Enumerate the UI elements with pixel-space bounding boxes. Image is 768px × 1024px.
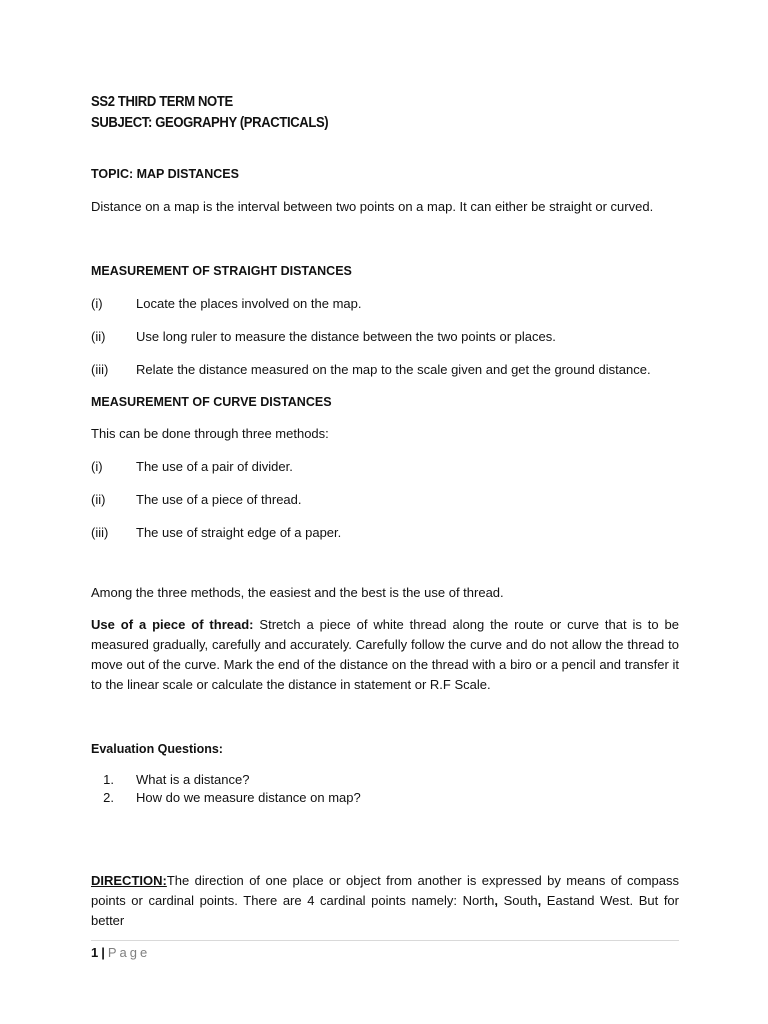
list-item-number: 2. [103,790,114,805]
page-content [91,92,679,944]
curve-methods-list [91,457,679,543]
footer-divider [91,940,679,941]
evaluation-heading: Evaluation Questions: [91,742,223,756]
list-item-number: (i) [91,459,103,474]
intro-paragraph: Distance on a map is the interval between two points on a map. It can either be straight or curved. [91,199,654,214]
curve-methods-lead: This can be done through three methods: [91,426,329,441]
list-item-number: (ii) [91,492,106,507]
thread-method-text: Stretch a piece of white thread along the route or curve that is to be measured gradually, carefully and accurately. Carefully follow the curve and do not allow the thread to move out of the curve. Mark the end of the distance on the thread with a biro or a pencil and transfer it to the linear scale or calculate the distance in statement or R.F Scale. [91,617,679,692]
thread-method-paragraph [91,615,679,695]
footer-separator: | [101,945,105,960]
easiest-method-paragraph: Among the three methods, the easiest and the best is the use of thread. [91,585,504,600]
page-label: Page [107,945,151,960]
page-footer [91,944,150,962]
direction-comma: , [537,893,542,908]
page-number: 1 [91,945,99,960]
list-item-text: Use long ruler to measure the distance between the two points or places. [136,329,556,344]
list-item [91,523,679,543]
curve-distances-heading: MEASUREMENT OF CURVE DISTANCES [91,395,332,409]
list-item-number: (ii) [91,329,106,344]
list-item-text: The use of a pair of divider. [136,459,293,474]
list-item [91,327,679,347]
list-item-text: Relate the distance measured on the map to the scale given and get the ground distance. [136,362,651,377]
direction-paragraph [91,871,679,931]
list-item-text: Locate the places involved on the map. [136,296,362,311]
subject-title: SUBJECT: GEOGRAPHY (PRACTICALS) [91,115,329,131]
list-item-text: What is a distance? [136,772,250,787]
list-item [91,294,679,314]
direction-label: DIRECTION: [91,873,167,888]
list-item-number: (iii) [91,525,109,540]
list-item-text: The use of straight edge of a paper. [136,525,342,540]
list-item [91,771,679,789]
list-item [91,457,679,477]
evaluation-questions-list [91,771,679,807]
straight-distances-list [91,294,679,380]
direction-text: The direction of one place or object from another is expressed by means of compass points or cardinal points. There are 4 cardinal points namely: North [91,873,679,908]
list-item-number: 1. [103,772,114,787]
topic-heading: TOPIC: MAP DISTANCES [91,167,239,181]
list-item [91,490,679,510]
list-item-number: (iii) [91,362,109,377]
direction-south: South [498,893,538,908]
list-item-text: The use of a piece of thread. [136,492,302,507]
list-item [91,360,679,380]
list-item [91,789,679,807]
thread-method-label: Use of a piece of thread: [91,617,254,632]
list-item-number: (i) [91,296,103,311]
list-item-text: How do we measure distance on map? [136,790,361,805]
straight-distances-heading: MEASUREMENT OF STRAIGHT DISTANCES [91,264,352,278]
direction-comma: , [494,893,498,908]
note-title: SS2 THIRD TERM NOTE [91,94,233,110]
direction-rest: Eastand West. But for better [91,893,679,928]
